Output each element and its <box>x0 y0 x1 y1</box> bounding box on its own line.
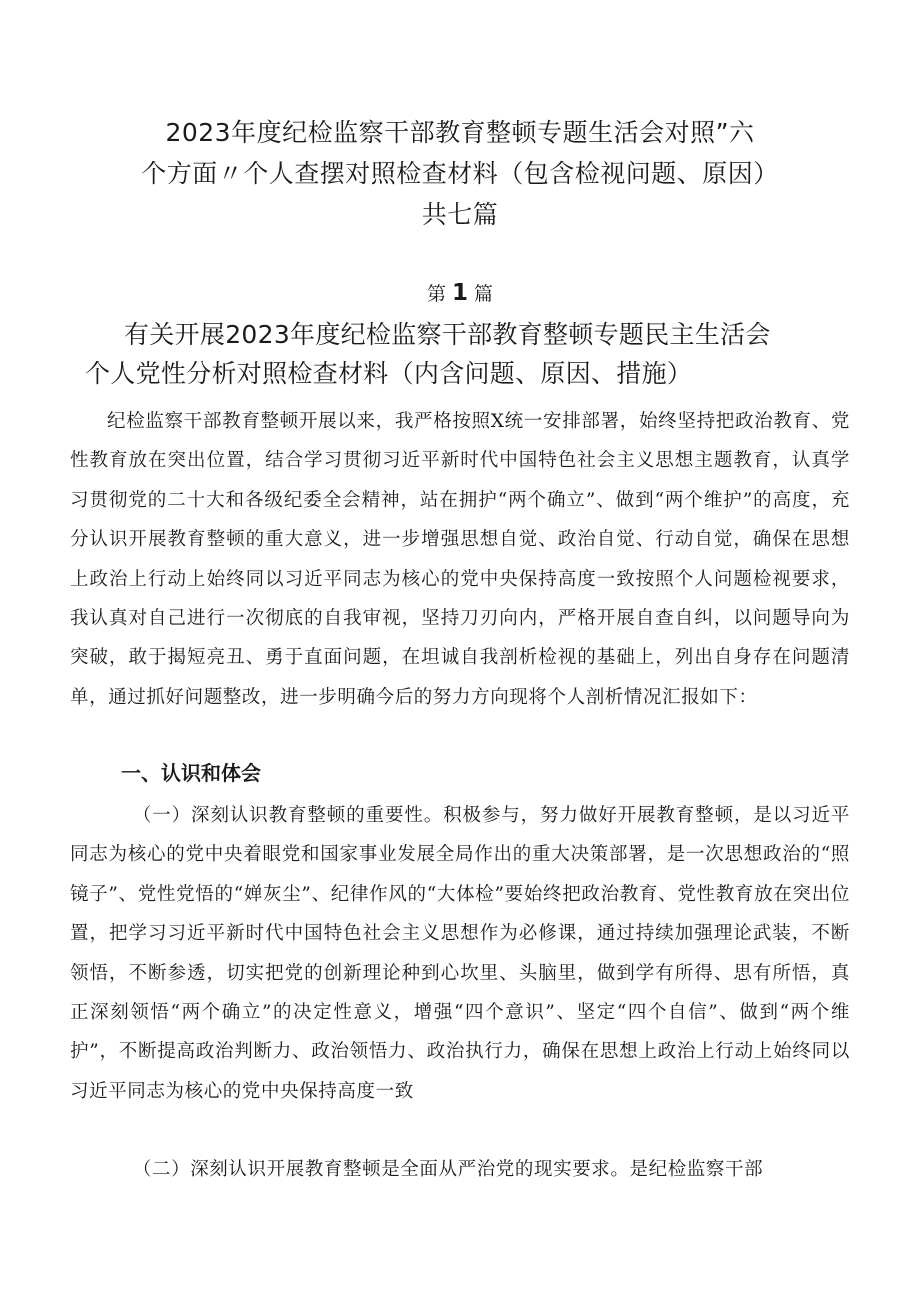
part-number: 1 <box>451 280 468 306</box>
title-line-1: 2023年度纪检监察干部教育整顿专题生活会对照”六 <box>165 118 755 147</box>
intro-paragraph: 纪检监察干部教育整顿开展以来，我严格按照X统一安排部署，始终坚持把政治教育、党性教育放在突出位置，结合学习贯彻习近平新时代中国特色社会主义思想主题教育，认真学习贯彻党的二十大和各级纪委全会精神，站在拥护“两个确立”、做到“两个维护”的高度，充分认识开展教育整顿的重大意义，进一步增强思想自觉、政治自觉、行动自觉，确保在思想上政治上行动上始终同以习近平同志为核心的党中央保持高度一致按照个人问题检视要求，我认真对自己进行一次彻底的自我审视，坚持刀刃向内，严格开展自查自纠，以问题导向为突破，敢于揭短亮丑、勇于直面问题，在坦诚自我剖析检视的基础上，列出自身存在问题清单，通过抓好问题整改，进一步明确今后的努力方向现将个人剖析情况汇报如下： <box>70 411 850 708</box>
part-suffix: 篇 <box>474 283 494 305</box>
section-title-line-2: 个人党性分析对照检查材料（内含问题、原因、措施） <box>85 359 693 388</box>
document-title <box>80 112 840 235</box>
part-label <box>0 279 920 308</box>
section-title <box>60 315 860 393</box>
paragraph-requirement: （二）深刻认识开展教育整顿是全面从严治党的现实要求。是纪检监察干部 <box>132 1159 764 1180</box>
part-prefix: 第 <box>426 283 446 305</box>
heading-understanding: 一、认识和体会 <box>121 761 261 785</box>
title-line-3: 共七篇 <box>421 200 499 229</box>
section-title-line-1: 有关开展2023年度纪检监察干部教育整顿专题民主生活会 <box>124 320 771 349</box>
title-line-2: 个方面〃个人查摆对照检查材料（包含检视问题、原因） <box>141 159 779 188</box>
paragraph-importance: （一）深刻认识教育整顿的重要性。积极参与，努力做好开展教育整顿，是以习近平同志为核心的党中央着眼党和国家事业发展全局作出的重大决策部署，是一次思想政治的“照镜子”、党性党悟的“婵灰尘”、纪律作风的“大体检”要始终把政治教育、党性教育放在突出位置，把学习习近平新时代中国特色社会主义思想作为必修课，通过持续加强理论武装，不断领悟，不断参透，切实把党的创新理论种到心坎里、头脑里，做到学有所得、思有所悟，真正深刻领悟“两个确立”的决定性意义，增强“四个意识”、坚定“四个自信”、做到“两个维护”，不断提高政治判断力、政治领悟力、政治执行力，确保在思想上政治上行动上始终同以习近平同志为核心的党中央保持高度一致 <box>70 805 850 1102</box>
